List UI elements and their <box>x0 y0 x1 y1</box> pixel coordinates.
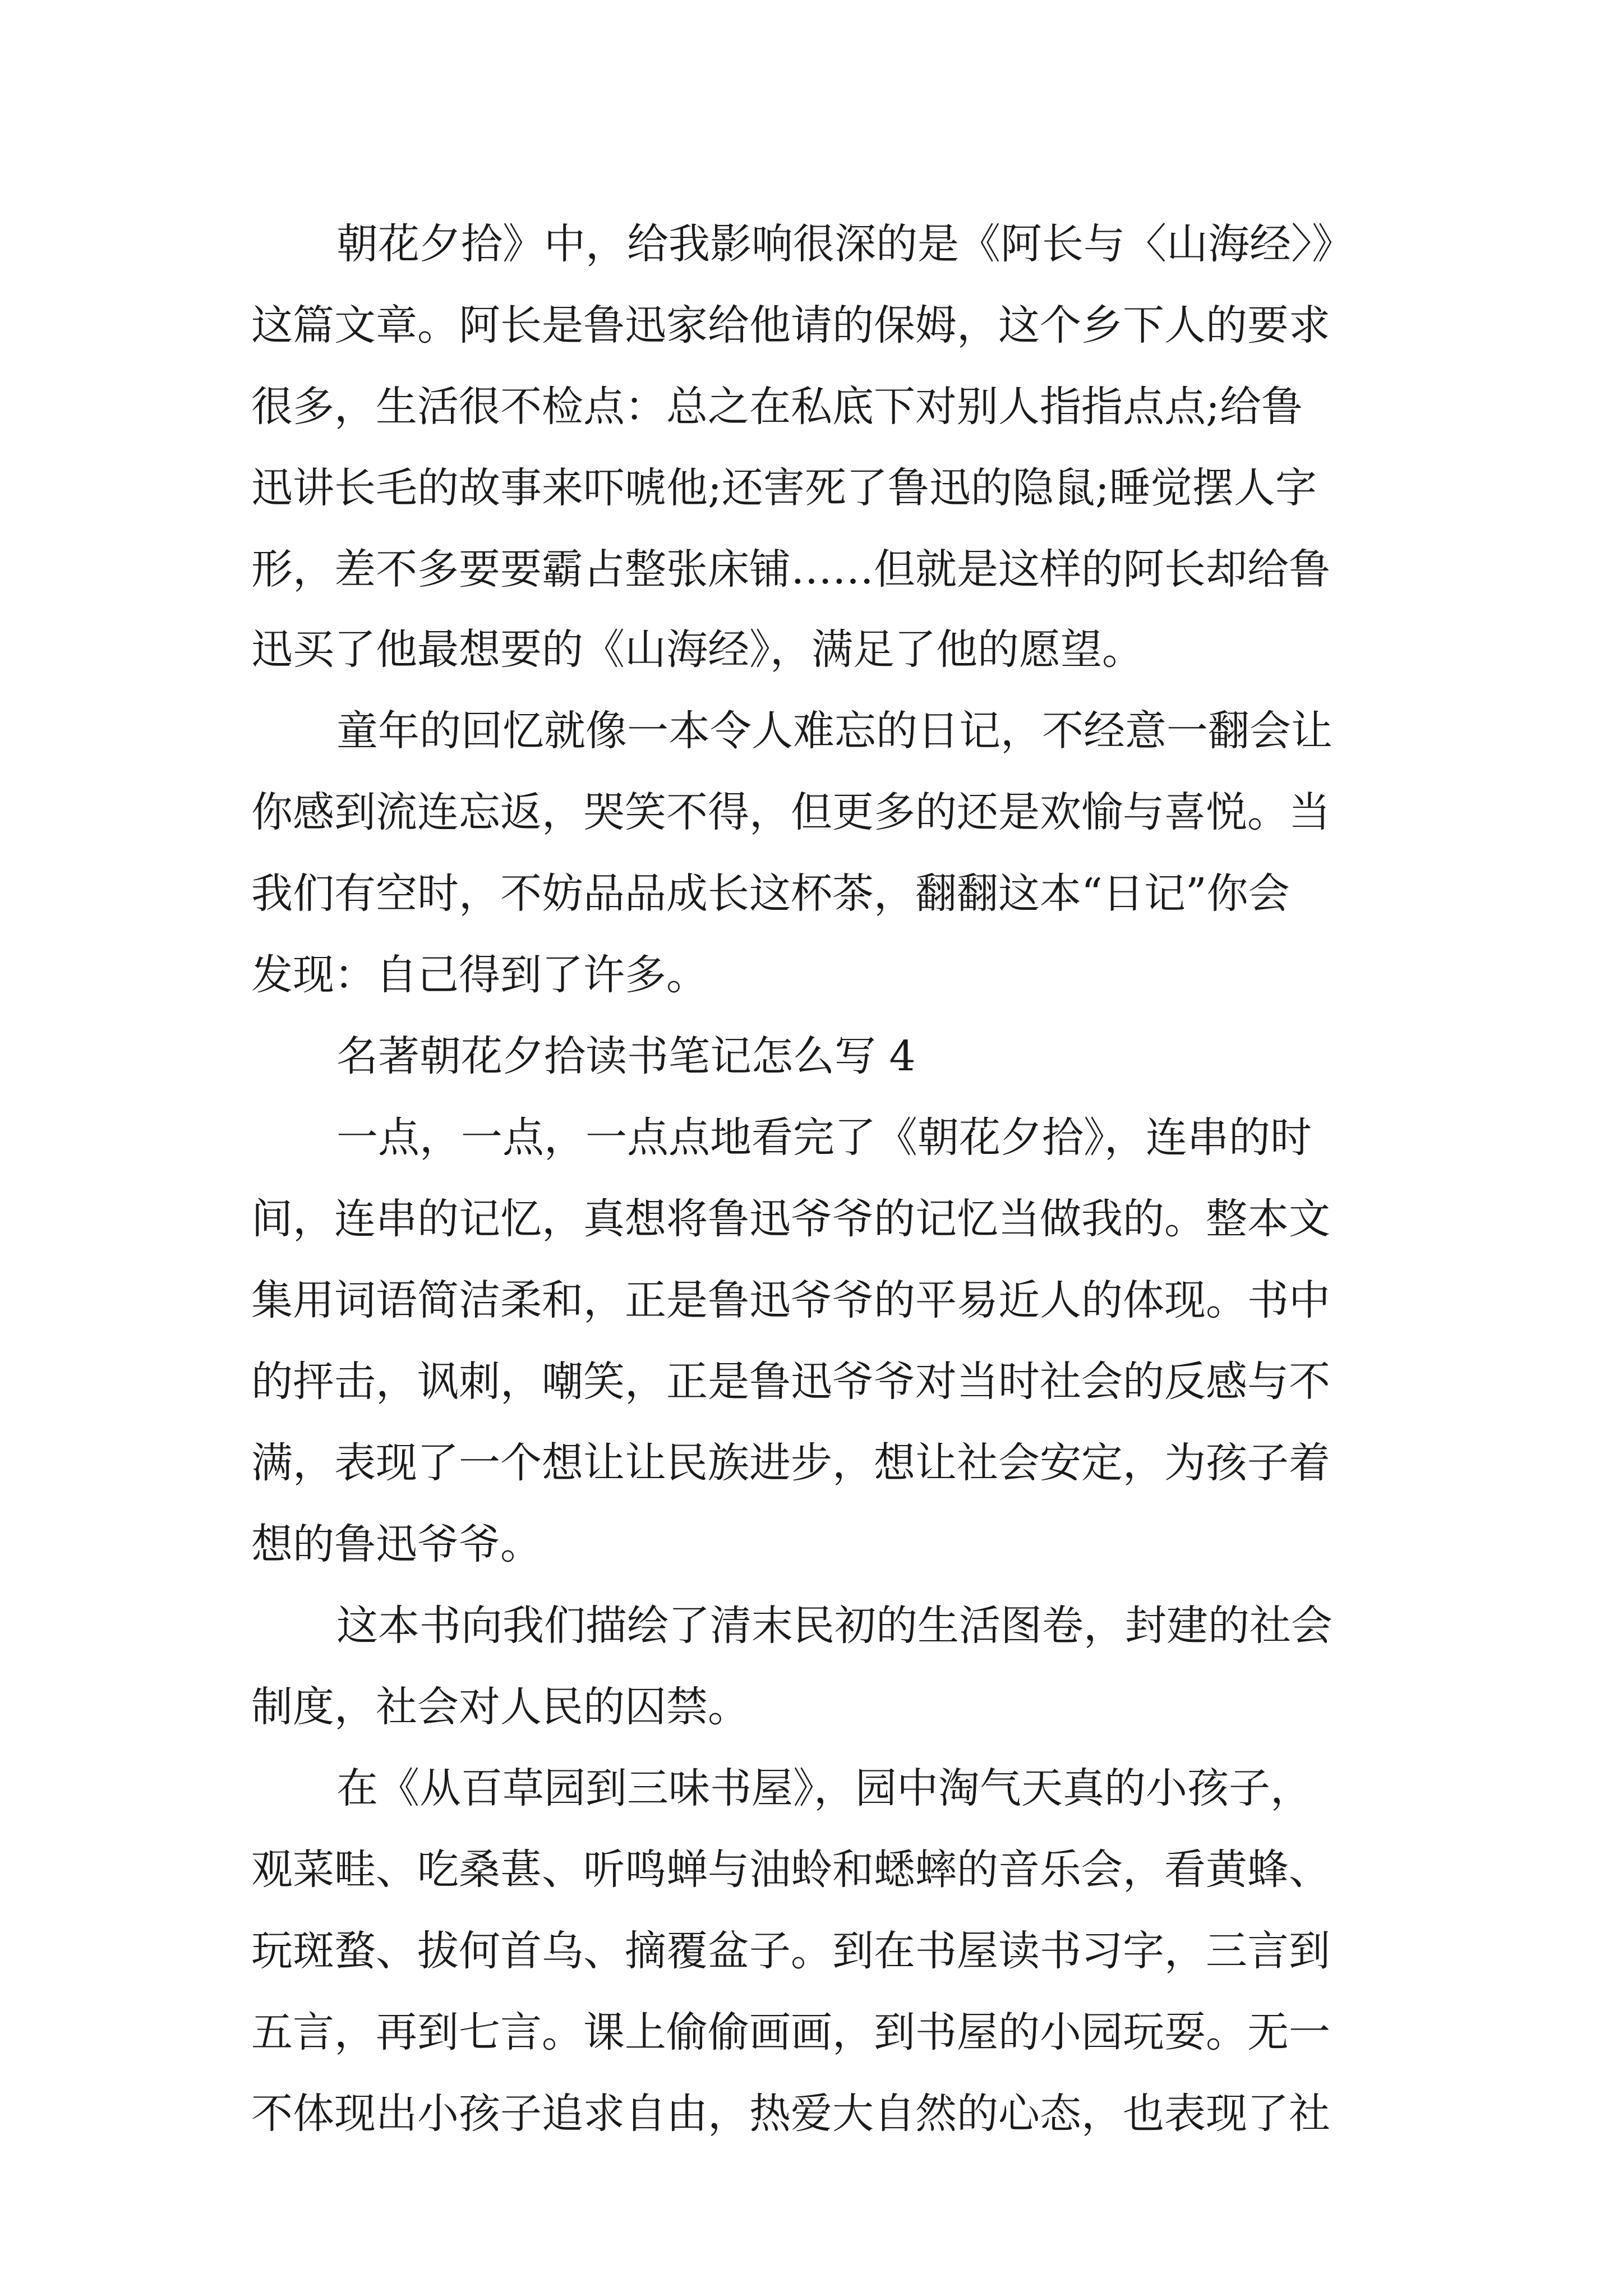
text-line: 发现：自己得到了许多。 <box>251 951 708 999</box>
text-line: 集用词语简洁柔和，正是鲁迅爷爷的平易近人的体现。书中 <box>251 1276 1330 1324</box>
text-line: 在《从百草园到三味书屋》，园中淘气天真的小孩子， <box>336 1764 1312 1812</box>
text-line: 童年的回忆就像一本令人难忘的日记，不经意一翻会让 <box>336 707 1332 755</box>
text-line: 不体现出小孩子追求自由，热爱大自然的心态，也表现了社 <box>251 2090 1330 2138</box>
text-line: 间，连串的记忆，真想将鲁迅爷爷的记忆当做我的。整本文 <box>251 1195 1330 1243</box>
text-line: 制度，社会对人民的囚禁。 <box>251 1683 749 1731</box>
text-line: 这篇文章。阿长是鲁迅家给他请的保姆，这个乡下人的要求 <box>251 301 1330 349</box>
text-line: 你感到流连忘返，哭笑不得，但更多的还是欢愉与喜悦。当 <box>251 788 1330 836</box>
section-heading: 名著朝花夕拾读书笔记怎么写 4 <box>336 1032 916 1080</box>
text-line: 想的鲁迅爷爷。 <box>251 1520 542 1568</box>
text-line: 观菜畦、吃桑葚、听鸣蝉与油蛉和蟋蟀的音乐会，看黄蜂、 <box>251 1846 1330 1894</box>
text-line: 形，差不多要要霸占整张床铺……但就是这样的阿长却给鲁 <box>251 545 1330 593</box>
text-line: 迅讲长毛的故事来吓唬他;还害死了鲁迅的隐鼠;睡觉摆人字 <box>251 464 1317 512</box>
text-line: 朝花夕拾》中，给我影响很深的是《阿长与〈山海经〉》 <box>336 220 1353 268</box>
text-line: 我们有空时，不妨品品成长这杯茶，翻翻这本“日记”你会 <box>251 869 1290 918</box>
text-line: 很多，生活很不检点：总之在私底下对别人指指点点;给鲁 <box>251 383 1303 431</box>
text-line: 的抨击，讽刺，嘲笑，正是鲁迅爷爷对当时社会的反感与不 <box>251 1358 1330 1406</box>
text-line: 满，表现了一个想让让民族进步，想让社会安定，为孩子着 <box>251 1439 1330 1487</box>
text-line: 五言，再到七言。课上偷偷画画，到书屋的小园玩耍。无一 <box>251 2008 1330 2056</box>
text-line: 一点，一点，一点点地看完了《朝花夕拾》，连串的时 <box>336 1114 1312 1162</box>
text-line: 玩斑蝥、拔何首乌、摘覆盆子。到在书屋读书习字，三言到 <box>251 1927 1330 1975</box>
text-line: 迅买了他最想要的《山海经》，满足了他的愿望。 <box>251 625 1144 674</box>
text-line: 这本书向我们描绘了清末民初的生活图卷，封建的社会 <box>336 1602 1332 1650</box>
